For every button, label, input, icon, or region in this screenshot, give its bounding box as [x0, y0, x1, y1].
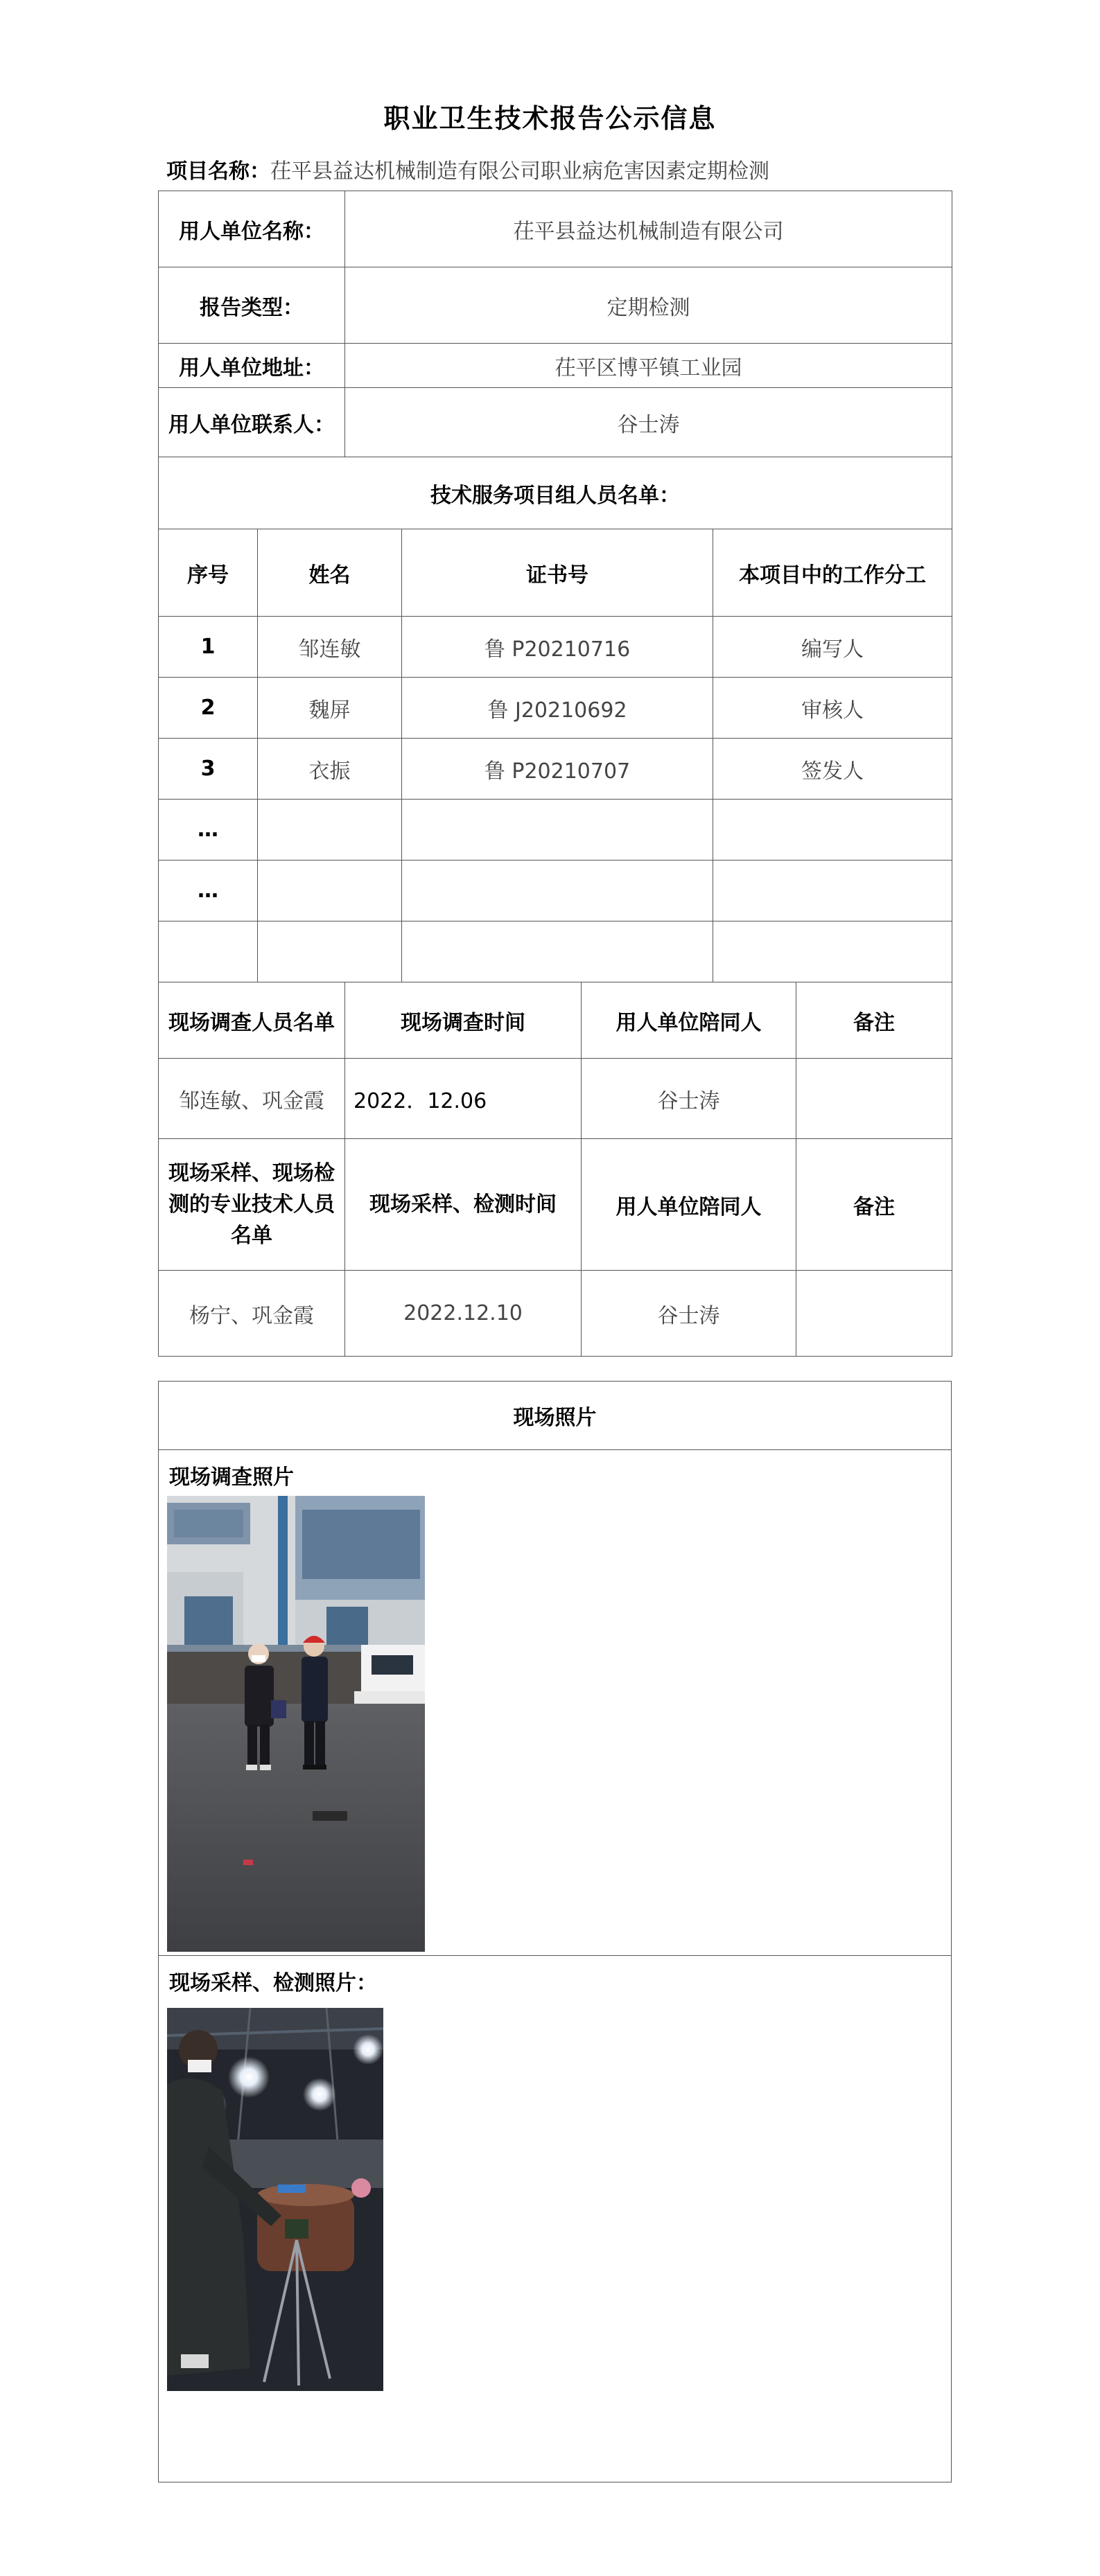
team-cell: [258, 921, 402, 982]
team-cell: 魏屏: [258, 678, 402, 739]
employer-contact-label: 用人单位联系人：: [159, 388, 345, 457]
team-cell: [713, 921, 952, 982]
team-cell: [402, 921, 713, 982]
team-header-name: 姓名: [258, 529, 402, 617]
table-row: [159, 617, 952, 678]
sampling-escort-value: 谷士涛: [582, 1271, 796, 1357]
project-name-value: 茌平县益达机械制造有限公司职业病危害因素定期检测: [270, 159, 769, 184]
team-cell: 2: [159, 678, 258, 739]
employer-address-label: 用人单位地址：: [159, 344, 345, 388]
table-row: [159, 739, 952, 800]
team-cell: 审核人: [713, 678, 952, 739]
team-header-cert: 证书号: [402, 529, 713, 617]
site-photos-table: [158, 1381, 952, 2482]
table-row: [159, 861, 952, 921]
survey-header-escort: 用人单位陪同人: [582, 982, 796, 1059]
team-cell: …: [159, 800, 258, 861]
team-cell: 签发人: [713, 739, 952, 800]
team-header-role: 本项目中的工作分工: [713, 529, 952, 617]
team-cell: 鲁 P20210716: [402, 617, 713, 678]
project-name-label: 项目名称：: [166, 159, 270, 184]
sampling-header-remark: 备注: [796, 1139, 952, 1271]
survey-site-photo: [167, 1496, 425, 1952]
survey-header-staff: 现场调查人员名单: [159, 982, 345, 1059]
survey-photo-cell: [159, 1450, 952, 1956]
team-cell: [258, 861, 402, 921]
team-cell: [713, 861, 952, 921]
survey-remark-value: [796, 1059, 952, 1139]
project-name-line: [166, 154, 769, 184]
employer-name-label: 用人单位名称：: [159, 191, 345, 267]
survey-photo-label: 现场调查照片: [169, 1465, 294, 1490]
team-cell: 1: [159, 617, 258, 678]
employer-name-value: 茌平县益达机械制造有限公司: [345, 191, 952, 267]
sampling-time-value: 2022.12.10: [345, 1271, 582, 1357]
table-row: [159, 800, 952, 861]
team-header-index: 序号: [159, 529, 258, 617]
team-cell: 邹连敏: [258, 617, 402, 678]
employer-contact-value: 谷士涛: [345, 388, 952, 457]
team-cell: 衣振: [258, 739, 402, 800]
table-row: [159, 678, 952, 739]
photos-heading: 现场照片: [159, 1382, 952, 1450]
sampling-site-photo: [167, 2008, 383, 2391]
report-info-table: [158, 191, 952, 1357]
survey-time-value: 2022．12.06: [345, 1059, 582, 1139]
team-cell: [159, 921, 258, 982]
sampling-header-escort: 用人单位陪同人: [582, 1139, 796, 1271]
survey-escort-value: 谷士涛: [582, 1059, 796, 1139]
team-cell: 编写人: [713, 617, 952, 678]
survey-header-remark: 备注: [796, 982, 952, 1059]
report-type-value: 定期检测: [345, 267, 952, 344]
team-cell: 鲁 J20210692: [402, 678, 713, 739]
sampling-staff-value: 杨宁、巩金霞: [159, 1271, 345, 1357]
sampling-header-time: 现场采样、检测时间: [345, 1139, 582, 1271]
sampling-photo-cell: [159, 1956, 952, 2482]
team-cell: [402, 861, 713, 921]
survey-header-time: 现场调查时间: [345, 982, 582, 1059]
team-heading: 技术服务项目组人员名单：: [159, 457, 952, 529]
team-cell: [402, 800, 713, 861]
table-row: [159, 921, 952, 982]
page-title: 职业卫生技术报告公示信息: [383, 103, 717, 134]
employer-address-value: 茌平区博平镇工业园: [345, 344, 952, 388]
sampling-photo-label: 现场采样、检测照片：: [169, 1971, 377, 1995]
team-cell: 3: [159, 739, 258, 800]
sampling-remark-value: [796, 1271, 952, 1357]
report-type-label: 报告类型：: [159, 267, 345, 344]
team-cell: [713, 800, 952, 861]
team-cell: …: [159, 861, 258, 921]
sampling-header-staff: 现场采样、现场检测的专业技术人员名单: [159, 1139, 345, 1271]
team-cell: 鲁 P20210707: [402, 739, 713, 800]
survey-staff-value: 邹连敏、巩金霞: [159, 1059, 345, 1139]
team-cell: [258, 800, 402, 861]
